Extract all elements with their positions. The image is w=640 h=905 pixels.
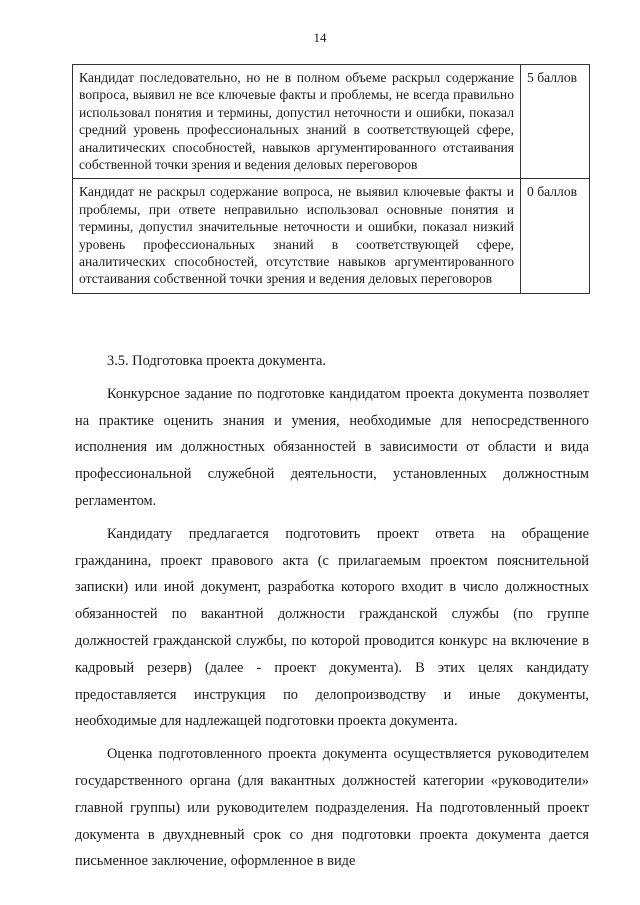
- page-number: 14: [313, 30, 327, 45]
- table-row: [73, 65, 590, 179]
- criteria-description: Кандидат последовательно, но не в полном объеме раскрыл содержание вопроса, выявил не все ключевые факты и проблемы, не всегда правильно использовал понятия и термины, допустил неточности и ошибки, показал средний уровень профессиональных знаний в соответствующей сфере, аналитических способностей, навыков аргументированного отстаивания собственной точки зрения и ведения деловых переговоров: [73, 65, 521, 179]
- paragraph: Кандидату предлагается подготовить проект ответа на обращение гражданина, проект правового акта (с прилагаемым проектом пояснительной записки) или иной документ, разработка которого входит в число должностных обязанностей по вакантной должности гражданской службы (по группе должностей гражданской службы, по которой проводится конкурс на включение в кадровый резерв) (далее - проект документа). В этих целях кандидату предоставляется инструкция по делопроизводству и иные документы, необходимые для надлежащей подготовки проекта документа.: [75, 525, 589, 730]
- criteria-table: [72, 64, 590, 294]
- criteria-score: 5 баллов: [521, 65, 590, 179]
- section-heading: 3.5. Подготовка проекта документа.: [107, 353, 326, 369]
- section-body: [75, 348, 589, 881]
- table-row: [73, 179, 590, 293]
- paragraph: Оценка подготовленного проекта документа осуществляется руководителем государственного органа (для вакантных должностей категории «руководители» главной группы) или руководителем подразделения. На подготовленный проект документа в двухдневный срок со дня подготовки проекта документа дается письменное заключение, оформленное в виде: [75, 746, 589, 870]
- criteria-score: 0 баллов: [521, 179, 590, 293]
- criteria-description: Кандидат не раскрыл содержание вопроса, не выявил ключевые факты и проблемы, при ответе неправильно использовал основные понятия и термины, допустил значительные неточности и ошибки, показал низкий уровень профессиональных знаний в соответствующей сфере, аналитических способностей, отсутствие навыков аргументированного отстаивания собственной точки зрения и ведения деловых переговоров: [73, 179, 521, 293]
- paragraph: Конкурсное задание по подготовке кандидатом проекта документа позволяет на практике оценить знания и умения, необходимые для непосредственного исполнения им должностных обязанностей в зависимости от области и вида профессиональной служебной деятельности, установленных должностным регламентом.: [75, 385, 589, 509]
